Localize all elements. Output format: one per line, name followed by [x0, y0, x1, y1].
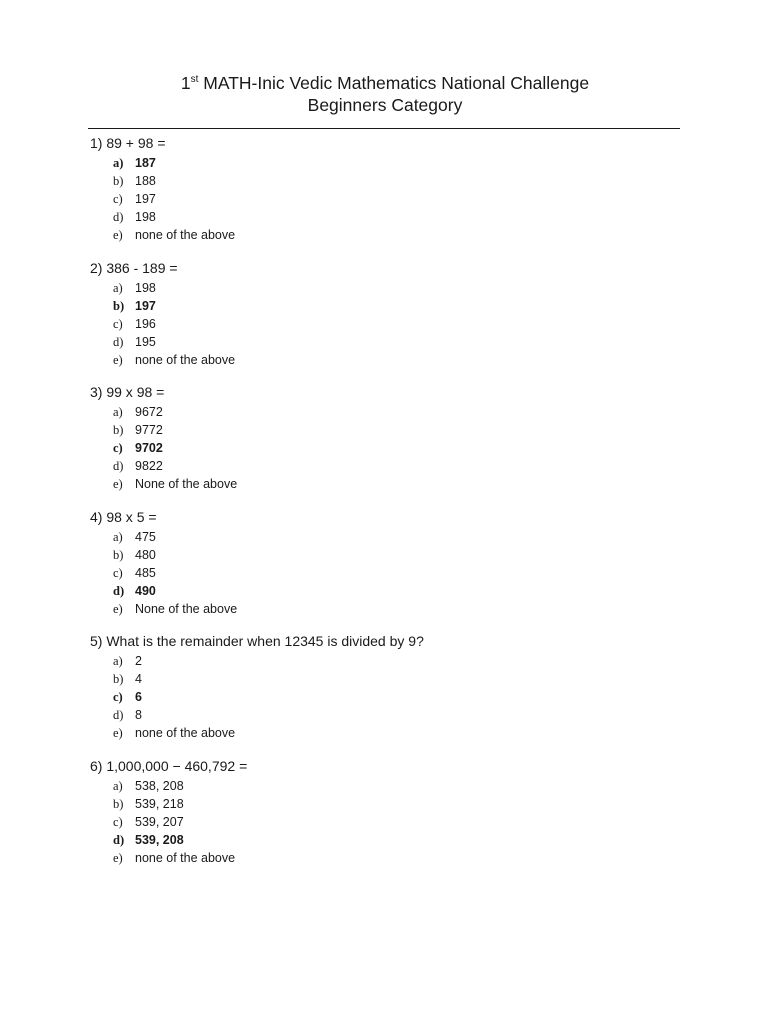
answer-option — [90, 600, 690, 618]
option-letter: a) — [113, 405, 123, 419]
option-value: 4 — [135, 672, 142, 686]
option-value: none of the above — [135, 228, 236, 242]
option-letter: a) — [113, 654, 123, 668]
question-list — [90, 134, 690, 867]
option-letter: e) — [113, 228, 123, 242]
answer-option — [90, 208, 690, 226]
option-letter: b) — [113, 298, 125, 313]
option-letter: a) — [113, 778, 123, 793]
title-ordinal-suffix: st — [190, 74, 199, 86]
answer-option — [90, 351, 690, 369]
question-text: 1) 89 + 98 = — [90, 135, 166, 151]
option-value: 539, 207 — [135, 814, 184, 829]
answer-option — [90, 706, 690, 724]
option-value: 485 — [135, 565, 156, 580]
option-value: 6 — [135, 690, 142, 704]
answer-option — [90, 546, 690, 564]
answer-option — [90, 813, 690, 831]
question-text: 3) 99 x 98 = — [90, 384, 165, 400]
option-value: 187 — [135, 156, 156, 170]
option-value: 538, 208 — [135, 778, 184, 793]
answer-option — [90, 333, 690, 351]
answer-option — [90, 297, 690, 315]
question-6 — [90, 757, 690, 867]
option-value: 9822 — [135, 459, 163, 473]
option-letter: e) — [113, 477, 123, 491]
option-value: 539, 218 — [135, 796, 184, 811]
answer-option — [90, 652, 690, 670]
answer-option — [90, 172, 690, 190]
option-value: 2 — [135, 654, 142, 668]
title-text: MATH-Inic Vedic Mathematics National Challenge — [198, 73, 590, 93]
answer-options — [90, 528, 690, 618]
option-letter: c) — [113, 690, 123, 704]
option-letter: e) — [113, 352, 123, 367]
option-letter: a) — [113, 529, 123, 544]
question-3 — [90, 383, 690, 493]
answer-option — [90, 457, 690, 475]
option-letter: c) — [113, 316, 123, 331]
answer-option — [90, 564, 690, 582]
answer-options — [90, 403, 690, 493]
answer-option — [90, 777, 690, 795]
option-value: 480 — [135, 547, 156, 562]
option-value: None of the above — [135, 477, 238, 491]
answer-option — [90, 439, 690, 457]
answer-option — [90, 403, 690, 421]
page-title — [90, 72, 680, 94]
option-letter: e) — [113, 850, 123, 865]
option-value: 9672 — [135, 405, 163, 419]
option-value: 539, 208 — [135, 832, 184, 847]
option-value: 490 — [135, 583, 156, 598]
header-divider — [88, 128, 680, 129]
option-letter: b) — [113, 672, 124, 686]
option-letter: d) — [113, 583, 125, 598]
answer-option — [90, 849, 690, 867]
question-2 — [90, 259, 690, 369]
option-value: 9702 — [135, 441, 163, 455]
option-letter: b) — [113, 796, 124, 811]
question-text: 6) 1,000,000 − 460,792 = — [90, 757, 248, 774]
option-letter: c) — [113, 565, 123, 580]
answer-option — [90, 315, 690, 333]
answer-option — [90, 688, 690, 706]
option-letter: b) — [113, 423, 124, 437]
option-value: none of the above — [135, 352, 236, 367]
option-value: 196 — [135, 316, 156, 331]
document-header — [90, 72, 680, 116]
answer-option — [90, 421, 690, 439]
question-text: 5) What is the remainder when 12345 is divided by 9? — [90, 633, 424, 649]
option-value: 197 — [135, 298, 156, 313]
answer-option — [90, 670, 690, 688]
answer-option — [90, 724, 690, 742]
option-letter: e) — [113, 601, 123, 616]
answer-option — [90, 831, 690, 849]
option-value: 198 — [135, 280, 156, 295]
option-value: 475 — [135, 529, 156, 544]
option-letter: d) — [113, 334, 124, 349]
option-value: none of the above — [135, 726, 236, 740]
answer-option — [90, 475, 690, 493]
option-letter: d) — [113, 708, 124, 722]
option-value: none of the above — [135, 850, 236, 865]
question-text: 4) 98 x 5 = — [90, 508, 157, 525]
option-letter: a) — [113, 156, 124, 170]
answer-option — [90, 190, 690, 208]
title-ordinal: 1 — [180, 73, 191, 93]
option-value: 195 — [135, 334, 156, 349]
answer-option — [90, 154, 690, 172]
option-value: 198 — [135, 210, 156, 224]
option-letter: e) — [113, 726, 123, 740]
option-letter: d) — [113, 832, 125, 847]
option-letter: c) — [113, 441, 123, 455]
answer-option — [90, 582, 690, 600]
question-5 — [90, 632, 690, 742]
answer-options — [90, 154, 690, 244]
option-letter: d) — [113, 459, 124, 473]
page-subtitle: Beginners Category — [307, 95, 463, 115]
answer-option — [90, 226, 690, 244]
option-value: 197 — [135, 192, 156, 206]
option-letter: a) — [113, 280, 123, 295]
answer-option — [90, 528, 690, 546]
answer-option — [90, 795, 690, 813]
option-value: None of the above — [135, 601, 238, 616]
option-letter: b) — [113, 174, 124, 188]
option-value: 188 — [135, 174, 156, 188]
question-1 — [90, 134, 690, 244]
option-letter: c) — [113, 814, 123, 829]
answer-options — [90, 652, 690, 742]
option-value: 8 — [135, 708, 142, 722]
option-value: 9772 — [135, 423, 163, 437]
answer-options — [90, 777, 690, 867]
option-letter: c) — [113, 192, 123, 206]
option-letter: b) — [113, 547, 124, 562]
option-letter: d) — [113, 210, 124, 224]
answer-options — [90, 279, 690, 369]
question-text: 2) 386 - 189 = — [90, 259, 178, 276]
question-4 — [90, 508, 690, 618]
answer-option — [90, 279, 690, 297]
